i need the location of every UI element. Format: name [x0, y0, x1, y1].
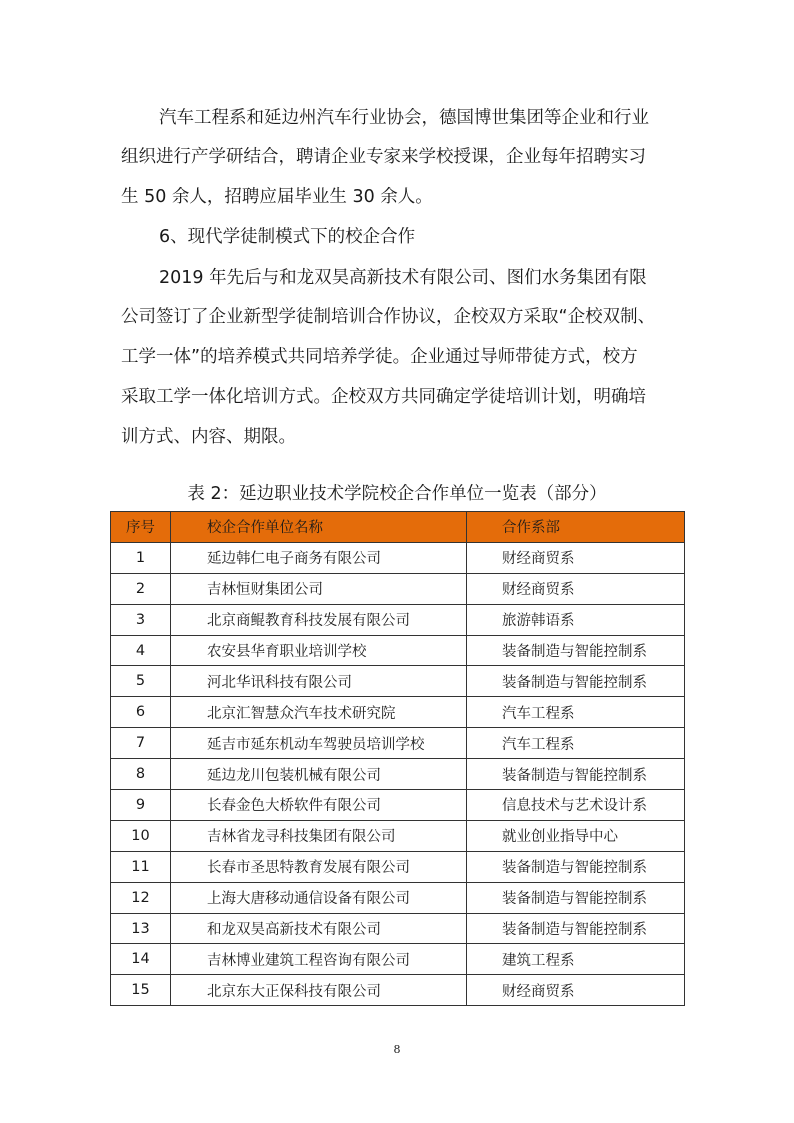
cell-department: 信息技术与艺术设计系: [467, 790, 685, 821]
paragraph1-line-3: 生 50 余人，招聘应届毕业生 30 余人。: [121, 187, 433, 207]
table-row: [111, 790, 685, 821]
table-row: [111, 759, 685, 790]
cell-index: 1: [111, 542, 171, 573]
cell-department: 财经商贸系: [467, 573, 685, 604]
cell-index: 8: [111, 759, 171, 790]
cell-company: 长春金色大桥软件有限公司: [171, 790, 467, 821]
cell-company: 延边龙川包装机械有限公司: [171, 759, 467, 790]
table-row: [111, 573, 685, 604]
cell-department: 就业创业指导中心: [467, 820, 685, 851]
cell-index: 5: [111, 666, 171, 697]
cell-index: 9: [111, 790, 171, 821]
cell-index: 10: [111, 820, 171, 851]
header-department: 合作系部: [467, 512, 685, 543]
cell-company: 北京商鲲教育科技发展有限公司: [171, 604, 467, 635]
section-heading: 6、现代学徒制模式下的校企合作: [159, 227, 416, 247]
cell-company: 吉林省龙寻科技集团有限公司: [171, 820, 467, 851]
cell-department: 财经商贸系: [467, 975, 685, 1006]
cell-index: 14: [111, 944, 171, 975]
table-row: [111, 635, 685, 666]
cell-department: 装备制造与智能控制系: [467, 913, 685, 944]
cell-company: 吉林恒财集团公司: [171, 573, 467, 604]
paragraph1-line-1: 汽车工程系和延边州汽车行业协会，德国博世集团等企业和行业: [159, 108, 649, 128]
cell-index: 11: [111, 851, 171, 882]
partner-table: [110, 511, 685, 1006]
cell-department: 汽车工程系: [467, 697, 685, 728]
cell-department: 装备制造与智能控制系: [467, 666, 685, 697]
paragraph1-line-2: 组织进行产学研结合，聘请企业专家来学校授课，企业每年招聘实习: [121, 147, 646, 167]
cell-index: 4: [111, 635, 171, 666]
cell-department: 装备制造与智能控制系: [467, 635, 685, 666]
cell-department: 装备制造与智能控制系: [467, 851, 685, 882]
table-caption: 表 2：延边职业技术学院校企合作单位一览表（部分）: [187, 484, 607, 504]
table-row: [111, 697, 685, 728]
cell-company: 和龙双昊高新技术有限公司: [171, 913, 467, 944]
cell-department: 装备制造与智能控制系: [467, 759, 685, 790]
table-row: [111, 851, 685, 882]
paragraph2-line-4: 采取工学一体化培训方式。企校双方共同确定学徒培训计划，明确培: [121, 387, 646, 407]
cell-company: 长春市圣思特教育发展有限公司: [171, 851, 467, 882]
cell-company: 上海大唐移动通信设备有限公司: [171, 882, 467, 913]
cell-department: 建筑工程系: [467, 944, 685, 975]
table-row: [111, 604, 685, 635]
cell-department: 汽车工程系: [467, 728, 685, 759]
paragraph2-line-5: 训方式、内容、期限。: [121, 427, 296, 447]
table-row: [111, 944, 685, 975]
cell-company: 北京汇智慧众汽车技术研究院: [171, 697, 467, 728]
table-row: [111, 728, 685, 759]
cell-index: 2: [111, 573, 171, 604]
cell-company: 河北华讯科技有限公司: [171, 666, 467, 697]
cell-department: 装备制造与智能控制系: [467, 882, 685, 913]
cell-company: 延吉市延东机动车驾驶员培训学校: [171, 728, 467, 759]
cell-index: 15: [111, 975, 171, 1006]
header-company: 校企合作单位名称: [171, 512, 467, 543]
paragraph2-line-2: 公司签订了企业新型学徒制培训合作协议，企校双方采取“企校双制、: [121, 307, 656, 327]
cell-index: 7: [111, 728, 171, 759]
cell-index: 12: [111, 882, 171, 913]
cell-company: 农安县华育职业培训学校: [171, 635, 467, 666]
page-number: 8: [393, 1043, 401, 1056]
paragraph2-line-1: 2019 年先后与和龙双昊高新技术有限公司、图们水务集团有限: [159, 268, 647, 288]
cell-department: 财经商贸系: [467, 542, 685, 573]
cell-index: 13: [111, 913, 171, 944]
cell-department: 旅游韩语系: [467, 604, 685, 635]
table-row: [111, 820, 685, 851]
table-row: [111, 975, 685, 1006]
table-row: [111, 666, 685, 697]
header-index: 序号: [111, 512, 171, 543]
table-row: [111, 542, 685, 573]
cell-index: 3: [111, 604, 171, 635]
cell-index: 6: [111, 697, 171, 728]
cell-company: 延边韩仁电子商务有限公司: [171, 542, 467, 573]
cell-company: 北京东大正保科技有限公司: [171, 975, 467, 1006]
table-row: [111, 882, 685, 913]
paragraph2-line-3: 工学一体”的培养模式共同培养学徒。企业通过导师带徒方式，校方: [121, 347, 638, 367]
cell-company: 吉林博业建筑工程咨询有限公司: [171, 944, 467, 975]
table-row: [111, 913, 685, 944]
table-header-row: [111, 512, 685, 543]
